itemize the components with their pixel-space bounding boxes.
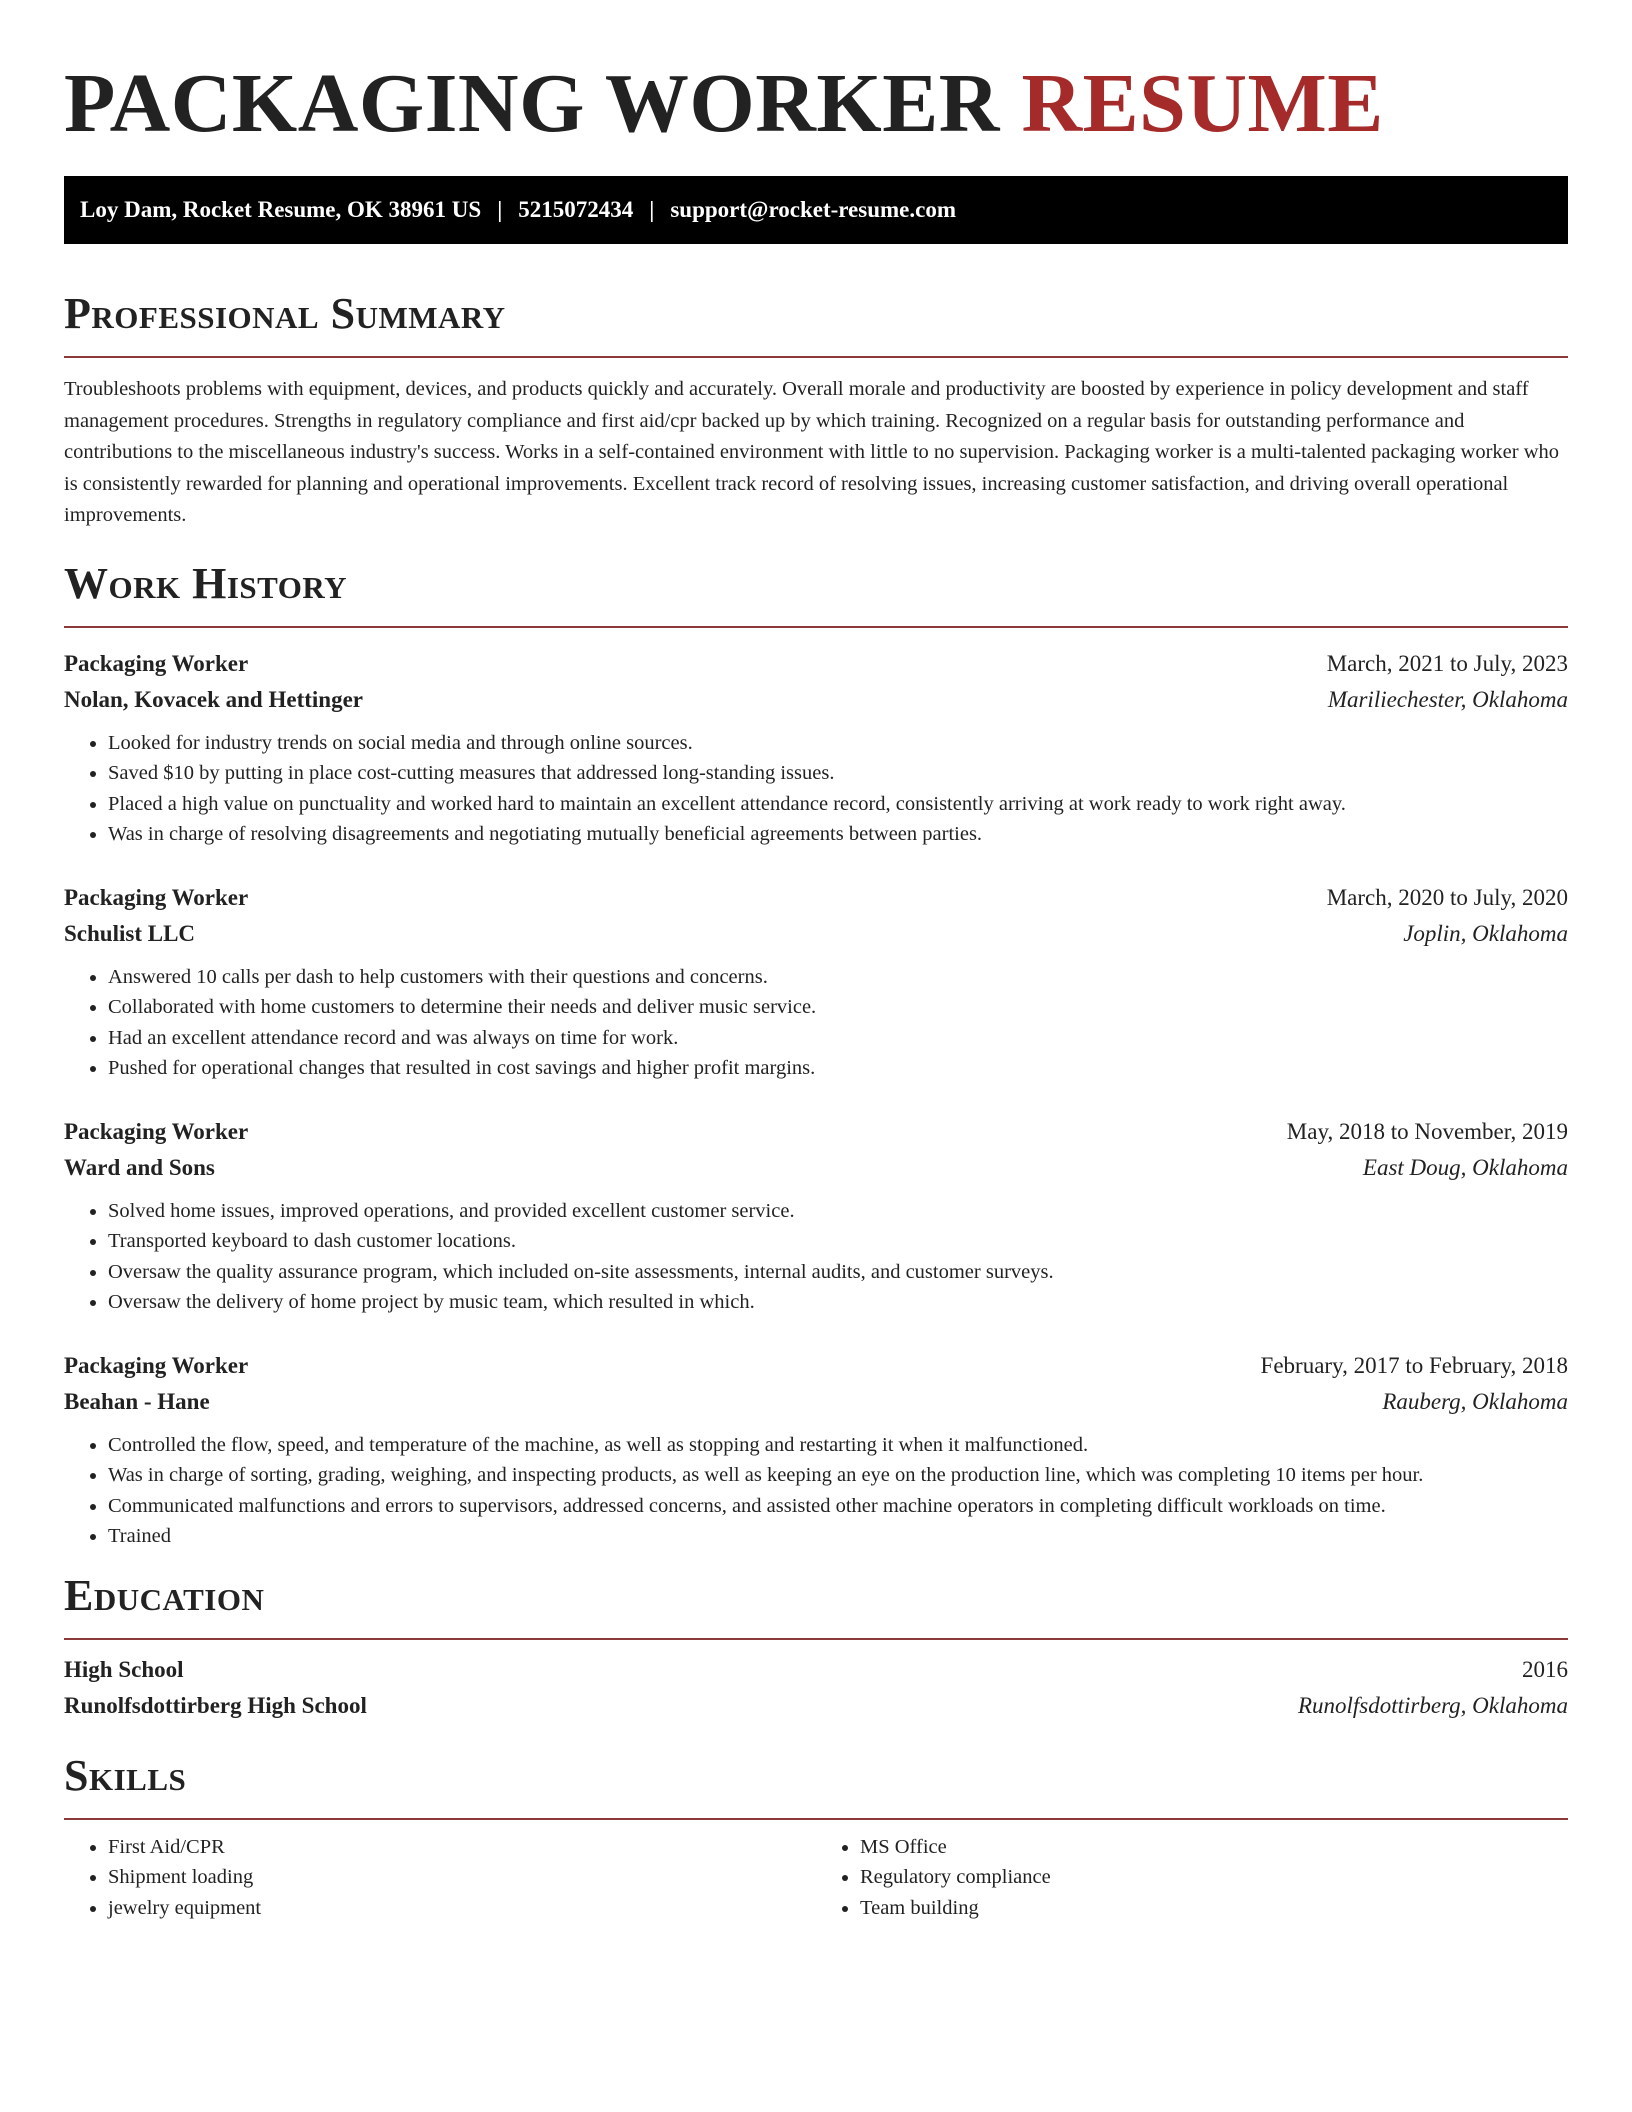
job-bullets [64, 1430, 1568, 1552]
contact-address: Loy Dam, Rocket Resume, OK 38961 US [80, 197, 482, 222]
job-bullet: • Controlled the flow, speed, and temperature of the machine, as well as stopping and restarting it when it malfunctioned. [108, 1430, 1568, 1461]
contact-separator: | [649, 197, 655, 222]
job-title: Packaging Worker [64, 1352, 249, 1378]
job-company-row [64, 682, 1568, 718]
section-title-skills: Skills [64, 1750, 187, 1800]
section-divider [64, 1638, 1568, 1640]
job-dates: February, 2017 to February, 2018 [1260, 1352, 1568, 1378]
job-title: Packaging Worker [64, 884, 249, 910]
section-title-education: Education [64, 1570, 265, 1620]
skill-item: • Regulatory compliance [860, 1862, 1568, 1893]
contact-phone: 5215072434 [518, 197, 634, 222]
job-company: Beahan - Hane [64, 1388, 210, 1414]
job-bullet: • Oversaw the delivery of home project by music team, which resulted in which. [108, 1287, 1568, 1318]
title-main: PACKAGING WORKER [64, 57, 1000, 150]
job-bullet: • Solved home issues, improved operations, and provided excellent customer service. [108, 1196, 1568, 1227]
resume-title [64, 56, 1568, 152]
job-company-row [64, 1384, 1568, 1420]
job-company: Ward and Sons [64, 1154, 215, 1180]
job-bullet: • Had an excellent attendance record and was always on time for work. [108, 1023, 1568, 1054]
job-bullets [64, 1196, 1568, 1318]
job-bullet: • Collaborated with home customers to determine their needs and deliver music service. [108, 992, 1568, 1023]
job-bullet: • Was in charge of sorting, grading, weighing, and inspecting products, as well as keeping an eye on the production line, which was completing 10 items per hour. [108, 1460, 1568, 1491]
job-bullet: • Transported keyboard to dash customer locations. [108, 1226, 1568, 1257]
job-entry [64, 646, 1568, 850]
education-header-row [64, 1652, 1568, 1688]
job-dates: March, 2021 to July, 2023 [1326, 650, 1568, 676]
work-history-section [64, 558, 1568, 1552]
job-bullet: • Placed a high value on punctuality and worked hard to maintain an excellent attendance record, consistently arriving at work ready to work right away. [108, 789, 1568, 820]
job-title: Packaging Worker [64, 1118, 249, 1144]
job-bullet: • Looked for industry trends on social media and through online sources. [108, 728, 1568, 759]
section-title-summary: Professional Summary [64, 289, 506, 338]
section-divider [64, 1818, 1568, 1820]
education-year: 2016 [1522, 1656, 1568, 1682]
title-accent: RESUME [1021, 57, 1384, 150]
contact-bar [64, 176, 1568, 244]
job-bullet: • Answered 10 calls per dash to help customers with their questions and concerns. [108, 962, 1568, 993]
skills-list-left [64, 1832, 816, 1924]
education-location: Runolfsdottirberg, Oklahoma [1297, 1692, 1568, 1718]
skill-item: • First Aid/CPR [108, 1832, 816, 1863]
skill-item: • Shipment loading [108, 1862, 816, 1893]
contact-email: support@rocket-resume.com [670, 197, 956, 222]
job-bullets [64, 728, 1568, 850]
job-company-row [64, 916, 1568, 952]
summary-text: Troubleshoots problems with equipment, devices, and products quickly and accurately. Overall morale and productivity are boosted by experience in policy development and staff management procedures. Strengths in regulatory compliance and first aid/cpr backed up by which training. Recognized on a regular basis for outstanding performance and contributions to the miscellaneous industry's success. Works in a self-contained environment with little to no supervision. Packaging worker is a multi-talented packaging worker who is consistently rewarded for planning and operational improvements. Excellent track record of resolving issues, increasing customer satisfaction, and driving overall operational improvements. [64, 378, 1559, 526]
job-header-row [64, 646, 1568, 682]
education-degree: High School [64, 1656, 184, 1682]
job-company: Nolan, Kovacek and Hettinger [64, 686, 363, 712]
job-dates: May, 2018 to November, 2019 [1286, 1118, 1568, 1144]
job-header-row [64, 1114, 1568, 1150]
job-bullet: • Trained [108, 1521, 1568, 1552]
job-location: East Doug, Oklahoma [1362, 1154, 1568, 1180]
job-entry [64, 1348, 1568, 1552]
skills-list-right [816, 1832, 1568, 1924]
job-location: Rauberg, Oklahoma [1382, 1388, 1568, 1414]
job-title: Packaging Worker [64, 650, 249, 676]
summary-section [64, 288, 1568, 532]
skill-item: • MS Office [860, 1832, 1568, 1863]
contact-separator: | [497, 197, 503, 222]
skill-item: • Team building [860, 1893, 1568, 1924]
skill-item: • jewelry equipment [108, 1893, 816, 1924]
job-company: Schulist LLC [64, 920, 196, 946]
job-entry [64, 1114, 1568, 1318]
skills-section [64, 1750, 1568, 1924]
section-divider [64, 626, 1568, 628]
job-entry [64, 880, 1568, 1084]
job-bullets [64, 962, 1568, 1084]
job-bullet: • Pushed for operational changes that resulted in cost savings and higher profit margins. [108, 1053, 1568, 1084]
job-location: Mariliechester, Oklahoma [1327, 686, 1568, 712]
job-header-row [64, 1348, 1568, 1384]
job-dates: March, 2020 to July, 2020 [1326, 884, 1568, 910]
job-bullet: • Communicated malfunctions and errors to supervisors, addressed concerns, and assisted other machine operators in completing difficult workloads on time. [108, 1491, 1568, 1522]
job-bullet: • Saved $10 by putting in place cost-cutting measures that addressed long-standing issues. [108, 758, 1568, 789]
job-header-row [64, 880, 1568, 916]
job-bullet: • Was in charge of resolving disagreements and negotiating mutually beneficial agreements between parties. [108, 819, 1568, 850]
education-section [64, 1570, 1568, 1724]
skills-grid [64, 1832, 1568, 1924]
section-divider [64, 356, 1568, 358]
job-location: Joplin, Oklahoma [1403, 920, 1568, 946]
job-bullet: • Oversaw the quality assurance program, which included on-site assessments, internal audits, and customer surveys. [108, 1257, 1568, 1288]
education-school: Runolfsdottirberg High School [64, 1692, 367, 1718]
section-title-work-history: Work History [64, 558, 348, 608]
education-school-row [64, 1688, 1568, 1724]
job-company-row [64, 1150, 1568, 1186]
